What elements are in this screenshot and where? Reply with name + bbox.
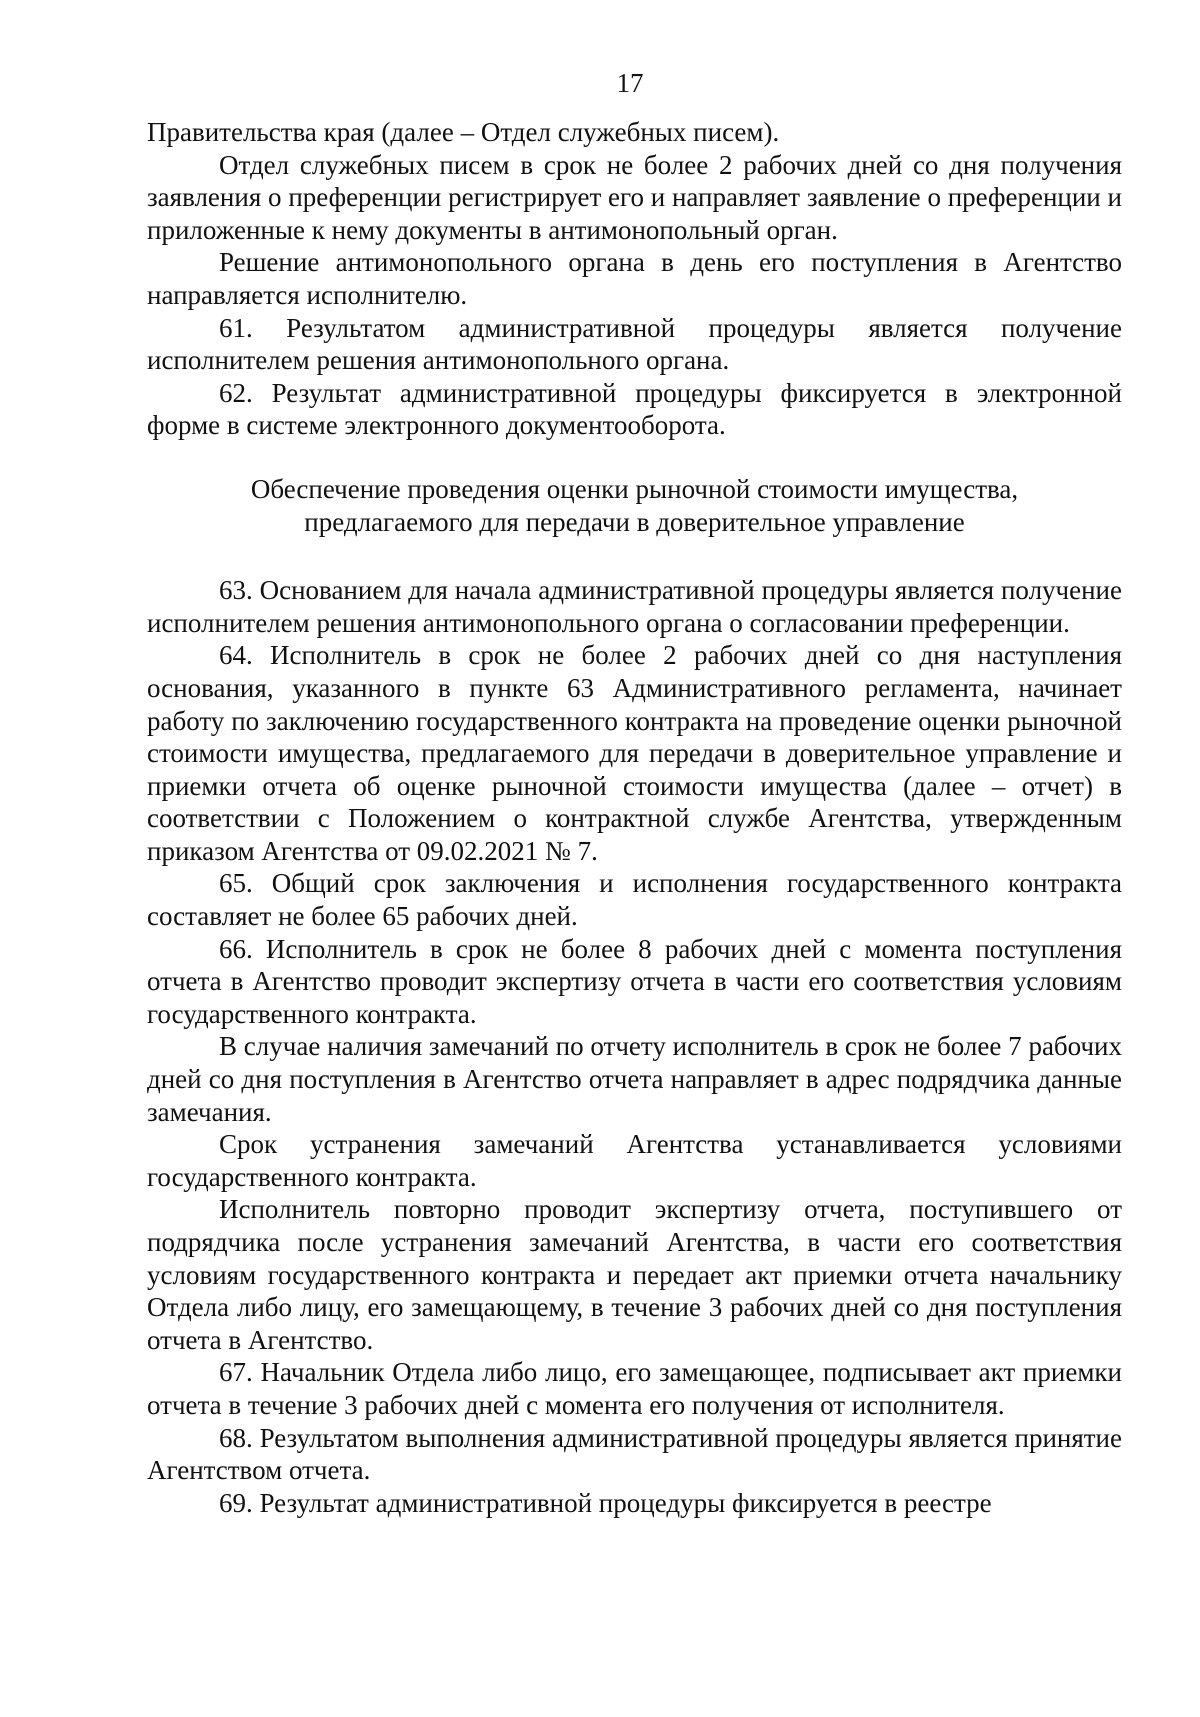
spacer bbox=[147, 538, 1122, 574]
paragraph-item-63: 63. Основанием для начала административной процедуры является получение исполнителем решения антимонопольного органа о согласовании преференции. bbox=[147, 575, 1122, 638]
paragraph-item-66: 66. Исполнитель в срок не более 8 рабочих дней с момента поступления отчета в Агентство проводит экспертизу отчета в части его соответствия условиям государственного контракта. bbox=[147, 933, 1122, 1029]
paragraph-item-65: 65. Общий срок заключения и исполнения государственного контракта составляет не более 65 рабочих дней. bbox=[147, 868, 1122, 932]
paragraph-item-64: 64. Исполнитель в срок не более 2 рабочих дней со дня наступления основания, указанного в пункте 63 Административного регламента, начинает работу по заключению государственного контракта на проведение оценки рыночной стоимости имущества, предлагаемого для передачи в доверительное управление и приемки отчета об оценке рыночной стоимости имущества (далее – отчет) в соответствии с Положением о контрактной службе Агентства, утвержденным приказом Агентства от 09.02.2021 № 7. bbox=[147, 640, 1122, 866]
paragraph-item-61: 61. Результатом административной процедуры является получение исполнителем решения антимонопольного органа. bbox=[147, 312, 1122, 376]
paragraph: Срок устранения замечаний Агентства устанавливается условиями государственного контракта. bbox=[147, 1129, 1122, 1192]
section-heading-line-1: Обеспечение проведения оценки рыночной стоимости имущества, bbox=[250, 473, 1019, 504]
paragraph: Решение антимонопольного органа в день его поступления в Агентство направляется исполнителю. bbox=[147, 247, 1122, 310]
paragraph-item-62: 62. Результат административной процедуры фиксируется в электронной форме в системе электронного документооборота. bbox=[147, 377, 1122, 441]
section-heading-line-2: предлагаемого для передачи в доверительное управление bbox=[304, 506, 965, 537]
document-body bbox=[147, 116, 1122, 1519]
paragraph: Отдел служебных писем в срок не более 2 рабочих дней со дня получения заявления о преференции регистрирует его и направляет заявление о преференции и приложенные к нему документы в антимонопольный орган. bbox=[147, 149, 1122, 245]
paragraph-item-67: 67. Начальник Отдела либо лицо, его замещающее, подписывает акт приемки отчета в течение 3 рабочих дней с момента его получения от исполнителя. bbox=[147, 1357, 1122, 1420]
paragraph: Исполнитель повторно проводит экспертизу отчета, поступившего от подрядчика после устранения замечаний Агентства, в части его соответствия условиям государственного контракта и передает акт приемки отчета начальнику Отдела либо лицу, его замещающему, в течение 3 рабочих дней со дня поступления отчета в Агентство. bbox=[147, 1194, 1122, 1355]
paragraph-item-68: 68. Результатом выполнения административной процедуры является принятие Агентством отчета. bbox=[147, 1422, 1122, 1486]
paragraph: Правительства края (далее – Отдел служебных писем). bbox=[147, 117, 780, 147]
paragraph-item-69: 69. Результат административной процедуры фиксируется в реестре bbox=[219, 1487, 992, 1518]
paragraph: В случае наличия замечаний по отчету исполнитель в срок не более 7 рабочих дней со дня поступления в Агентство отчета направляет в адрес подрядчика данные замечания. bbox=[147, 1031, 1122, 1127]
page-number: 17 bbox=[616, 68, 644, 98]
spacer bbox=[147, 442, 1122, 473]
